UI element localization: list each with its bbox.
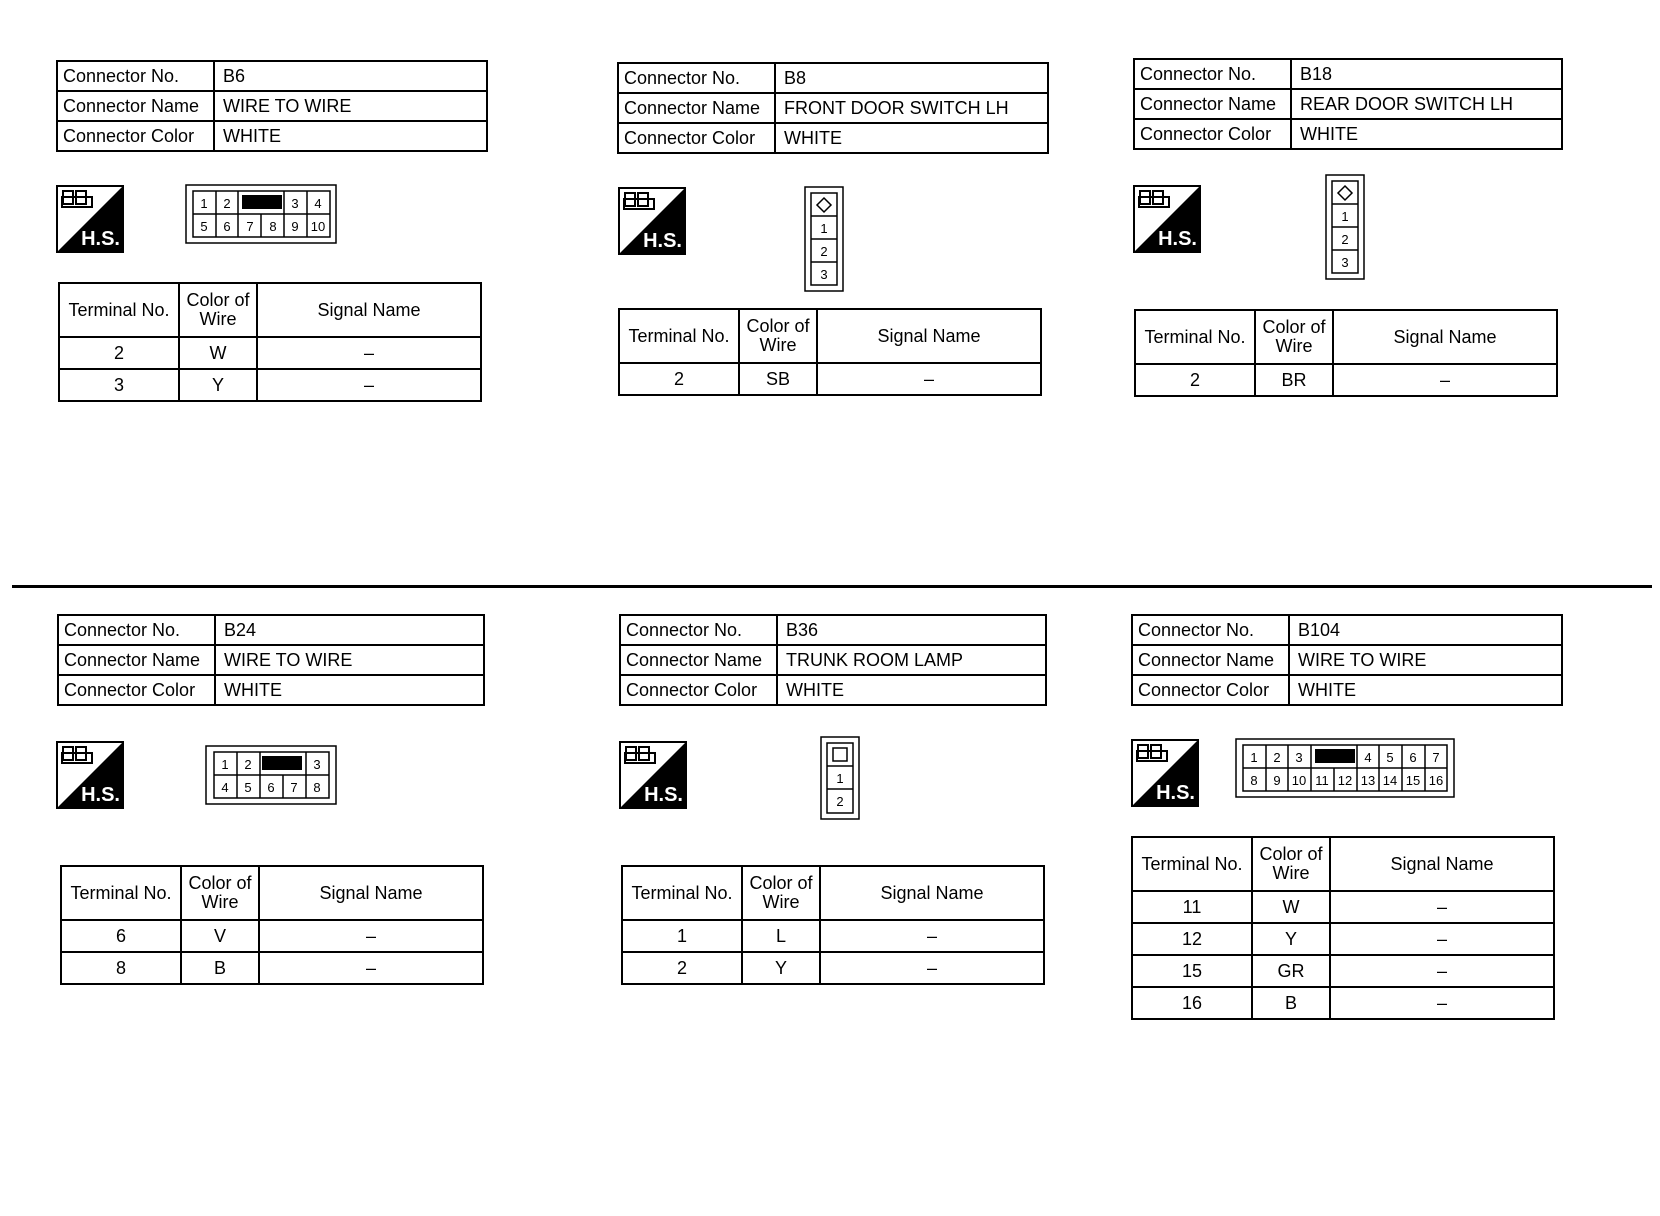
connector-b36 [619,614,1047,706]
info-row-name [618,93,1048,123]
info-row-color [618,123,1048,153]
connector-face-b104 [1235,738,1455,803]
pin-7: 7 [246,219,254,234]
hs-label: H.S. [644,784,683,806]
info-row-no [620,615,1046,645]
connector-info-table [619,614,1047,706]
header-color-of-wire: Color of Wire [181,866,259,920]
pin-4: 4 [221,780,229,795]
signal-name-cell: – [1330,923,1554,955]
header-color-of-wire: Color of Wire [1255,310,1333,364]
hs-harness-side-icon [619,741,687,809]
pin-layout-b8 [804,186,844,292]
connector-face-b18 [1325,174,1365,285]
terminal-no-cell: 8 [61,952,181,984]
hs-harness-side-icon [618,187,686,255]
wire-color-cell: BR [1255,364,1333,396]
connector-no-value: B24 [215,615,484,645]
pin-5: 5 [1386,750,1394,765]
hs-harness-side-icon [1133,185,1201,253]
pin-9: 9 [1273,773,1281,788]
terminal-table-b36-wrap [621,865,1045,985]
pin-2: 2 [244,757,252,772]
info-row-name [57,91,487,121]
hs-label: H.S. [81,784,120,806]
table-row [59,369,481,401]
label-connector-no: Connector No. [618,63,775,93]
pin-6: 6 [1409,750,1417,765]
pin-13: 13 [1360,773,1376,788]
label-connector-name: Connector Name [1132,645,1289,675]
header-color-of-wire: Color of Wire [1252,837,1330,891]
header-terminal-no: Terminal No. [1132,837,1252,891]
terminal-no-cell: 1 [622,920,742,952]
pin-1: 1 [221,757,229,772]
connector-info-table [57,614,485,706]
label-connector-no: Connector No. [58,615,215,645]
hs-harness-side-icon [56,741,124,809]
header-signal-name: Signal Name [820,866,1044,920]
pin-14: 14 [1382,773,1398,788]
hs-label: H.S. [1156,782,1195,804]
terminal-table-b18-wrap [1134,309,1558,397]
pin-8: 8 [1250,773,1258,788]
terminal-header-row [1132,837,1554,891]
header-terminal-no: Terminal No. [61,866,181,920]
terminal-table [1131,836,1555,1020]
pin-5: 5 [244,780,252,795]
signal-name-cell: – [817,363,1041,395]
signal-name-cell: – [1330,955,1554,987]
connector-name-value: REAR DOOR SWITCH LH [1291,89,1562,119]
table-row [619,363,1041,395]
pin-layout-b24 [205,745,337,805]
pin-8: 8 [269,219,277,234]
info-row-no [1134,59,1562,89]
pin-7: 7 [290,780,298,795]
terminal-no-cell: 2 [622,952,742,984]
header-terminal-no: Terminal No. [622,866,742,920]
connector-b8 [617,62,1049,154]
connector-color-value: WHITE [777,675,1046,705]
header-terminal-no: Terminal No. [1135,310,1255,364]
wire-color-cell: GR [1252,955,1330,987]
connector-no-value: B8 [775,63,1048,93]
connector-info-table [1133,58,1563,150]
wire-color-cell: SB [739,363,817,395]
signal-name-cell: – [1330,891,1554,923]
label-connector-no: Connector No. [1134,59,1291,89]
pin-4: 4 [314,196,322,211]
terminal-table [621,865,1045,985]
pin-11: 11 [1315,773,1329,788]
connector-info-table [617,62,1049,154]
connector-face-b6 [185,184,337,249]
connector-face-b36 [820,736,860,825]
header-signal-name: Signal Name [259,866,483,920]
connector-color-value: WHITE [1289,675,1562,705]
table-row [622,952,1044,984]
connector-name-value: TRUNK ROOM LAMP [777,645,1046,675]
label-connector-color: Connector Color [618,123,775,153]
connector-name-value: WIRE TO WIRE [215,645,484,675]
label-connector-name: Connector Name [618,93,775,123]
table-row [59,337,481,369]
label-connector-no: Connector No. [620,615,777,645]
terminal-table-b24-wrap [60,865,484,985]
table-row [61,952,483,984]
connector-name-value: WIRE TO WIRE [214,91,487,121]
info-row-no [58,615,484,645]
label-connector-name: Connector Name [620,645,777,675]
header-color-of-wire: Color of Wire [742,866,820,920]
table-row [1132,923,1554,955]
pin-2: 2 [1341,232,1349,247]
info-row-color [1132,675,1562,705]
pin-2: 2 [836,794,844,809]
terminal-table [58,282,482,402]
connector-color-value: WHITE [215,675,484,705]
connector-info-table [1131,614,1563,706]
pin-3: 3 [291,196,299,211]
pin-16: 16 [1428,773,1444,788]
info-row-name [1134,89,1562,119]
signal-name-cell: – [820,952,1044,984]
pin-3: 3 [1341,255,1349,270]
header-terminal-no: Terminal No. [619,309,739,363]
header-signal-name: Signal Name [1333,310,1557,364]
wire-color-cell: W [179,337,257,369]
hs-label: H.S. [81,228,120,250]
info-row-no [618,63,1048,93]
pin-7: 7 [1432,750,1440,765]
connector-no-value: B18 [1291,59,1562,89]
pin-layout-b36 [820,736,860,820]
header-color-of-wire: Color of Wire [179,283,257,337]
connector-name-value: WIRE TO WIRE [1289,645,1562,675]
terminal-table-b104-wrap [1131,836,1555,1020]
pin-2: 2 [820,244,828,259]
terminal-table [1134,309,1558,397]
pin-layout-b6 [185,184,337,244]
connector-no-value: B104 [1289,615,1562,645]
label-connector-color: Connector Color [620,675,777,705]
terminal-no-cell: 3 [59,369,179,401]
info-row-name [620,645,1046,675]
signal-name-cell: – [257,369,481,401]
header-signal-name: Signal Name [1330,837,1554,891]
terminal-no-cell: 2 [59,337,179,369]
pin-1: 1 [1341,209,1349,224]
table-row [1132,891,1554,923]
header-terminal-no: Terminal No. [59,283,179,337]
table-row [1135,364,1557,396]
pin-1: 1 [1250,750,1258,765]
info-row-color [57,121,487,151]
pin-10: 10 [1291,773,1307,788]
pin-3: 3 [820,267,828,282]
pin-1: 1 [820,221,828,236]
signal-name-cell: – [259,952,483,984]
pin-15: 15 [1405,773,1421,788]
connector-info-table [56,60,488,152]
wire-color-cell: L [742,920,820,952]
connector-face-b8 [804,186,844,297]
pin-8: 8 [313,780,321,795]
pin-3: 3 [313,757,321,772]
terminal-header-row [619,309,1041,363]
connector-b18 [1133,58,1563,150]
terminal-no-cell: 6 [61,920,181,952]
label-connector-name: Connector Name [57,91,214,121]
hs-label: H.S. [1158,228,1197,250]
connector-color-value: WHITE [214,121,487,151]
wire-color-cell: B [181,952,259,984]
pin-9: 9 [291,219,299,234]
info-row-name [1132,645,1562,675]
pin-12: 12 [1337,773,1353,788]
hs-harness-side-icon [56,185,124,253]
info-row-color [58,675,484,705]
terminal-no-cell: 2 [1135,364,1255,396]
info-row-no [57,61,487,91]
connector-name-value: FRONT DOOR SWITCH LH [775,93,1048,123]
table-row [622,920,1044,952]
terminal-no-cell: 15 [1132,955,1252,987]
pin-10: 10 [310,219,326,234]
info-row-color [1134,119,1562,149]
wire-color-cell: Y [742,952,820,984]
wire-color-cell: B [1252,987,1330,1019]
terminal-table-b6-wrap [58,282,482,402]
connector-face-b24 [205,745,337,810]
pin-2: 2 [1273,750,1281,765]
label-connector-name: Connector Name [1134,89,1291,119]
pin-2: 2 [223,196,231,211]
pin-layout-b104 [1235,738,1455,798]
terminal-header-row [1135,310,1557,364]
terminal-table [618,308,1042,396]
terminal-header-row [59,283,481,337]
signal-name-cell: – [820,920,1044,952]
pin-5: 5 [200,219,208,234]
terminal-no-cell: 2 [619,363,739,395]
pin-4: 4 [1364,750,1372,765]
pin-3: 3 [1295,750,1303,765]
terminal-table-b8-wrap [618,308,1042,396]
terminal-no-cell: 16 [1132,987,1252,1019]
pin-6: 6 [223,219,231,234]
table-row [1132,987,1554,1019]
connector-b6 [56,60,488,152]
hs-harness-side-icon [1131,739,1199,807]
signal-name-cell: – [257,337,481,369]
terminal-header-row [622,866,1044,920]
terminal-no-cell: 11 [1132,891,1252,923]
terminal-header-row [61,866,483,920]
label-connector-no: Connector No. [57,61,214,91]
info-row-name [58,645,484,675]
wire-color-cell: Y [1252,923,1330,955]
pin-layout-b18 [1325,174,1365,280]
wire-color-cell: V [181,920,259,952]
connector-b24 [57,614,485,706]
table-row [1132,955,1554,987]
connector-no-value: B6 [214,61,487,91]
label-connector-color: Connector Color [1132,675,1289,705]
header-color-of-wire: Color of Wire [739,309,817,363]
table-row [61,920,483,952]
info-row-no [1132,615,1562,645]
wire-color-cell: Y [179,369,257,401]
label-connector-color: Connector Color [58,675,215,705]
info-row-color [620,675,1046,705]
label-connector-no: Connector No. [1132,615,1289,645]
terminal-table [60,865,484,985]
connector-b104 [1131,614,1563,706]
label-connector-name: Connector Name [58,645,215,675]
header-signal-name: Signal Name [817,309,1041,363]
connector-color-value: WHITE [1291,119,1562,149]
label-connector-color: Connector Color [1134,119,1291,149]
section-divider [12,585,1652,588]
wire-color-cell: W [1252,891,1330,923]
pin-1: 1 [200,196,208,211]
label-connector-color: Connector Color [57,121,214,151]
signal-name-cell: – [1333,364,1557,396]
connector-color-value: WHITE [775,123,1048,153]
connector-no-value: B36 [777,615,1046,645]
hs-label: H.S. [643,230,682,252]
header-signal-name: Signal Name [257,283,481,337]
signal-name-cell: – [259,920,483,952]
signal-name-cell: – [1330,987,1554,1019]
pin-6: 6 [267,780,275,795]
pin-1: 1 [836,771,844,786]
terminal-no-cell: 12 [1132,923,1252,955]
